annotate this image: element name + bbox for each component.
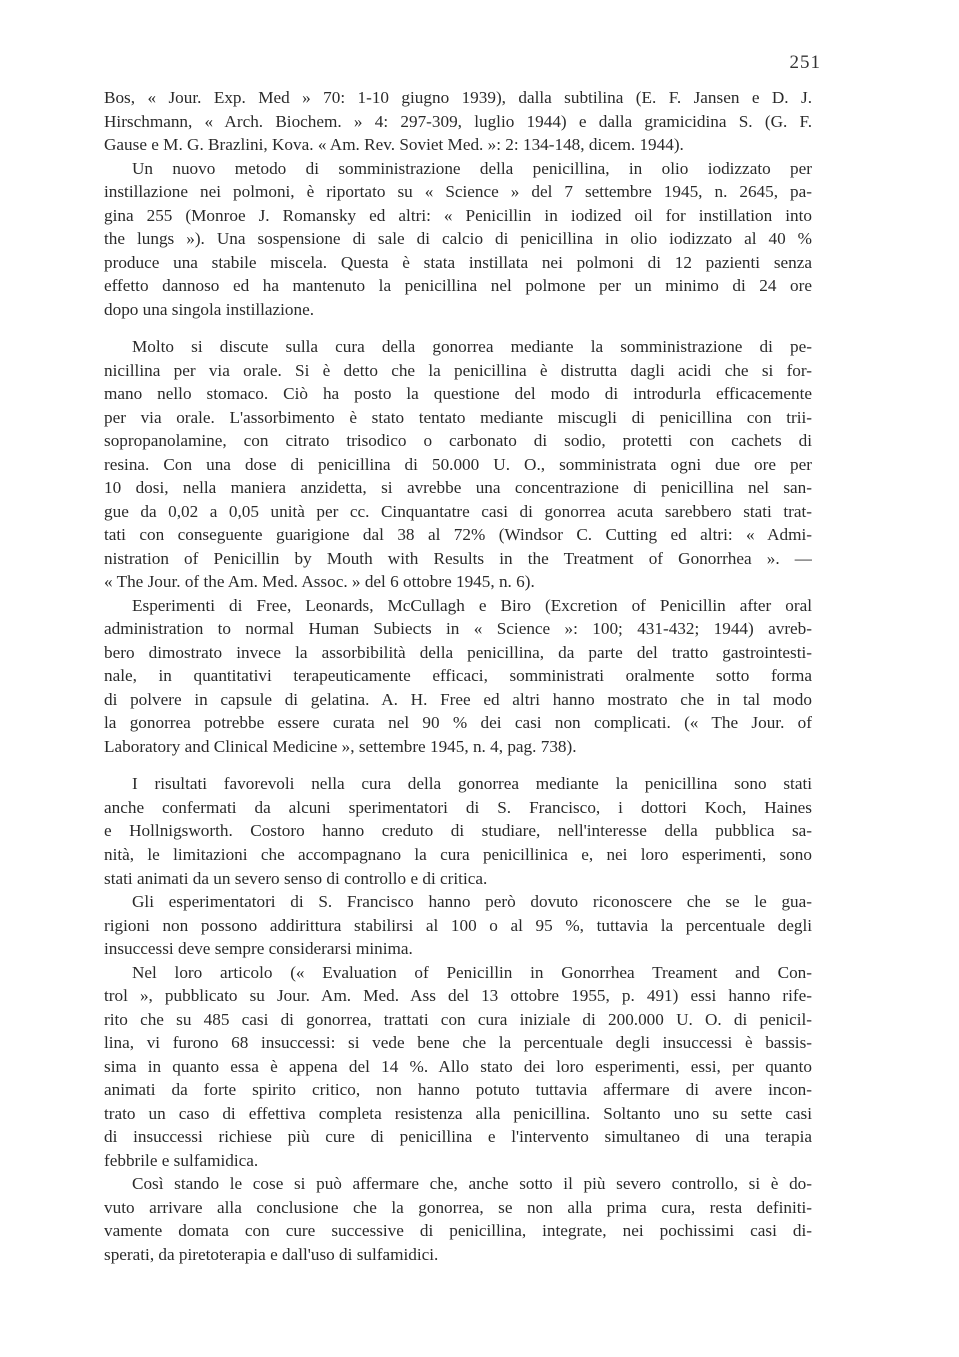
text-line: Bos, « Jour. Exp. Med » 70: 1-10 giugno 1939), dalla subtilina (E. F. Jansen e D. J. [104,88,812,107]
body-text [104,86,812,1266]
text-line: resina. Con una dose di penicillina di 50.000 U. O., somministrata ogni due ore per [104,454,812,474]
text-line: Gause e M. G. Brazlini, Kova. « Am. Rev. Soviet Med. »: 2: 134-148, dicem. 1944). [104,135,684,155]
text-line: the lungs »). Una sospensione di sale di calcio di penicillina in olio iodizzato al 40 % [104,229,812,249]
text-line: nicillina per via orale. Si è detto che la penicillina è distrutta dagli acidi che si for- [104,360,812,380]
paragraph [104,157,812,322]
text-line: di insuccessi richiese più cure di penicillina e l'intervento simultaneo di una terapia [104,1127,812,1147]
text-line: vuto arrivare alla conclusione che la gonorrea, se non alla prima cura, resta definiti- [104,1197,812,1217]
text-line: administration to normal Human Subiects in « Science »: 100; 431-432; 1944) avreb- [104,619,812,639]
text-line: Nel loro articolo (« Evaluation of Penicillin in Gonorrhea Treament and Con- [132,962,812,982]
paragraph [104,961,812,1173]
text-line: rito che su 485 casi di gonorrea, trattati con cura iniziale di 200.000 U. O. di penicil- [104,1009,812,1029]
text-line: insuccessi deve sempre considerarsi minima. [104,939,413,959]
text-line: rigioni non possono addirittura stabilirsi al 100 o al 95 %, tuttavia la percentuale degli [104,915,812,935]
text-line: lina, vi furono 68 insuccessi: si vede bene che la percentuale degli insuccessi è bassis- [104,1033,812,1053]
text-line: nistration of Penicillin by Mouth with Results in the Treatment of Gonorrhea ». — [104,548,812,568]
paragraph [104,890,812,961]
text-line: sperati, da piretoterapia e dall'uso di sulfamidici. [104,1244,439,1264]
text-line: tati con conseguente guarigione dal 38 al 72% (Windsor C. Cutting ed altri: « Admi- [104,525,812,545]
text-line: anche confermati da alcuni sperimentatori di S. Francisco, i dottori Koch, Haines [104,797,812,817]
text-line: gue da 0,02 a 0,05 unità per cc. Cinquantatre casi di gonorrea acuta sarebbero stati trat- [104,501,812,521]
text-line: sopropanolamine, con citrato trisodico o carbonato di sodio, protetti con cachets di [104,431,812,451]
paragraph [104,1172,812,1266]
text-line: Gli esperimentatori di S. Francisco hanno però dovuto riconoscere che se le gua- [132,892,812,912]
text-line: febbrile e sulfamidica. [104,1150,259,1170]
text-line: mano nello stomaco. Ciò ha posto la questione del modo di introdurla efficacemente [104,384,812,404]
text-line: 10 dosi, nella maniera anzidetta, si avrebbe una concentrazione di penicillina nel san- [104,478,812,498]
text-line: Molto si discute sulla cura della gonorrea mediante la somministrazione di pe- [132,337,812,357]
text-line: effetto dannoso ed ha mantenuto la penicillina nel polmone per un minimo di 24 ore [104,276,812,296]
text-line: « The Jour. of the Am. Med. Assoc. » del 6 ottobre 1945, n. 6). [104,572,535,592]
text-line: sima in quanto essa è appena del 14 %. Allo stato dei loro esperimenti, essi, per quanto [104,1056,812,1076]
text-line: gina 255 (Monroe J. Romansky ed altri: « Penicillin in iodized oil for instillation into [104,205,812,225]
paragraph [104,86,812,157]
text-line: Laboratory and Clinical Medicine », settembre 1945, n. 4, pag. 738). [104,736,577,756]
paragraph [104,335,812,594]
text-line: Esperimenti di Free, Leonards, McCullagh e Biro (Excretion of Penicillin after oral [132,595,812,615]
text-line: animati da forte spirito critico, non hanno potuto tuttavia affermare di avere incon- [104,1080,812,1100]
text-line: I risultati favorevoli nella cura della gonorrea mediante la penicillina sono stati [132,774,812,794]
text-line: la gonorrea potrebbe essere curata nel 90 % dei casi non complicati. (« The Jour. of [104,713,812,733]
text-line: trol », pubblicato su Jour. Am. Med. Ass del 13 ottobre 1955, p. 491) essi hanno rife- [104,986,812,1006]
text-line: di polvere in capsule di gelatina. A. H. Free ed altri hanno mostrato che in tal modo [104,689,812,709]
text-line: stati animati da un severo senso di controllo e di critica. [104,868,488,888]
page-number: 251 [789,52,821,73]
text-line: Un nuovo metodo di somministrazione della penicillina, in olio iodizzato per [132,158,812,178]
text-line: nità, le limitazioni che accompagnano la cura penicillinica e, nei loro esperimenti, sono [104,844,812,864]
text-line: Hirschmann, « Arch. Biochem. » 4: 297-309, luglio 1944) e dalla gramicidina S. (G. F. [104,111,812,131]
paragraph [104,594,812,759]
paragraph-gap [104,758,812,772]
text-line: vamente domata con cure successive di penicillina, integrate, nei pochissimi casi di- [104,1221,812,1241]
text-line: dopo una singola instillazione. [104,299,315,319]
text-line: instillazione nei polmoni, è riportato su « Science » del 7 settembre 1945, n. 2645, pa- [104,182,812,202]
paragraph [104,772,812,890]
text-line: produce una stabile miscela. Questa è stata instillata nei polmoni di 12 pazienti senza [104,252,812,272]
text-line: bero dimostrato invece la assorbibilità della penicillina, da parte del tratto gastrointesti- [104,642,812,662]
paragraph-gap [104,321,812,335]
text-line: trato un caso di effettiva completa resistenza alla penicillina. Soltanto uno su sette casi [104,1103,812,1123]
text-line: Così stando le cose si può affermare che, anche sotto il più severo controllo, si è do- [132,1174,812,1194]
text-line: e Hollnigsworth. Costoro hanno creduto di studiare, nell'interesse della pubblica sa- [104,821,812,841]
text-line: per via orale. L'assorbimento è stato tentato mediante miscugli di penicillina con trii- [104,407,812,427]
text-line: nale, in quantitativi terapeuticamente efficaci, somministrati oralmente sotto forma [104,666,812,686]
